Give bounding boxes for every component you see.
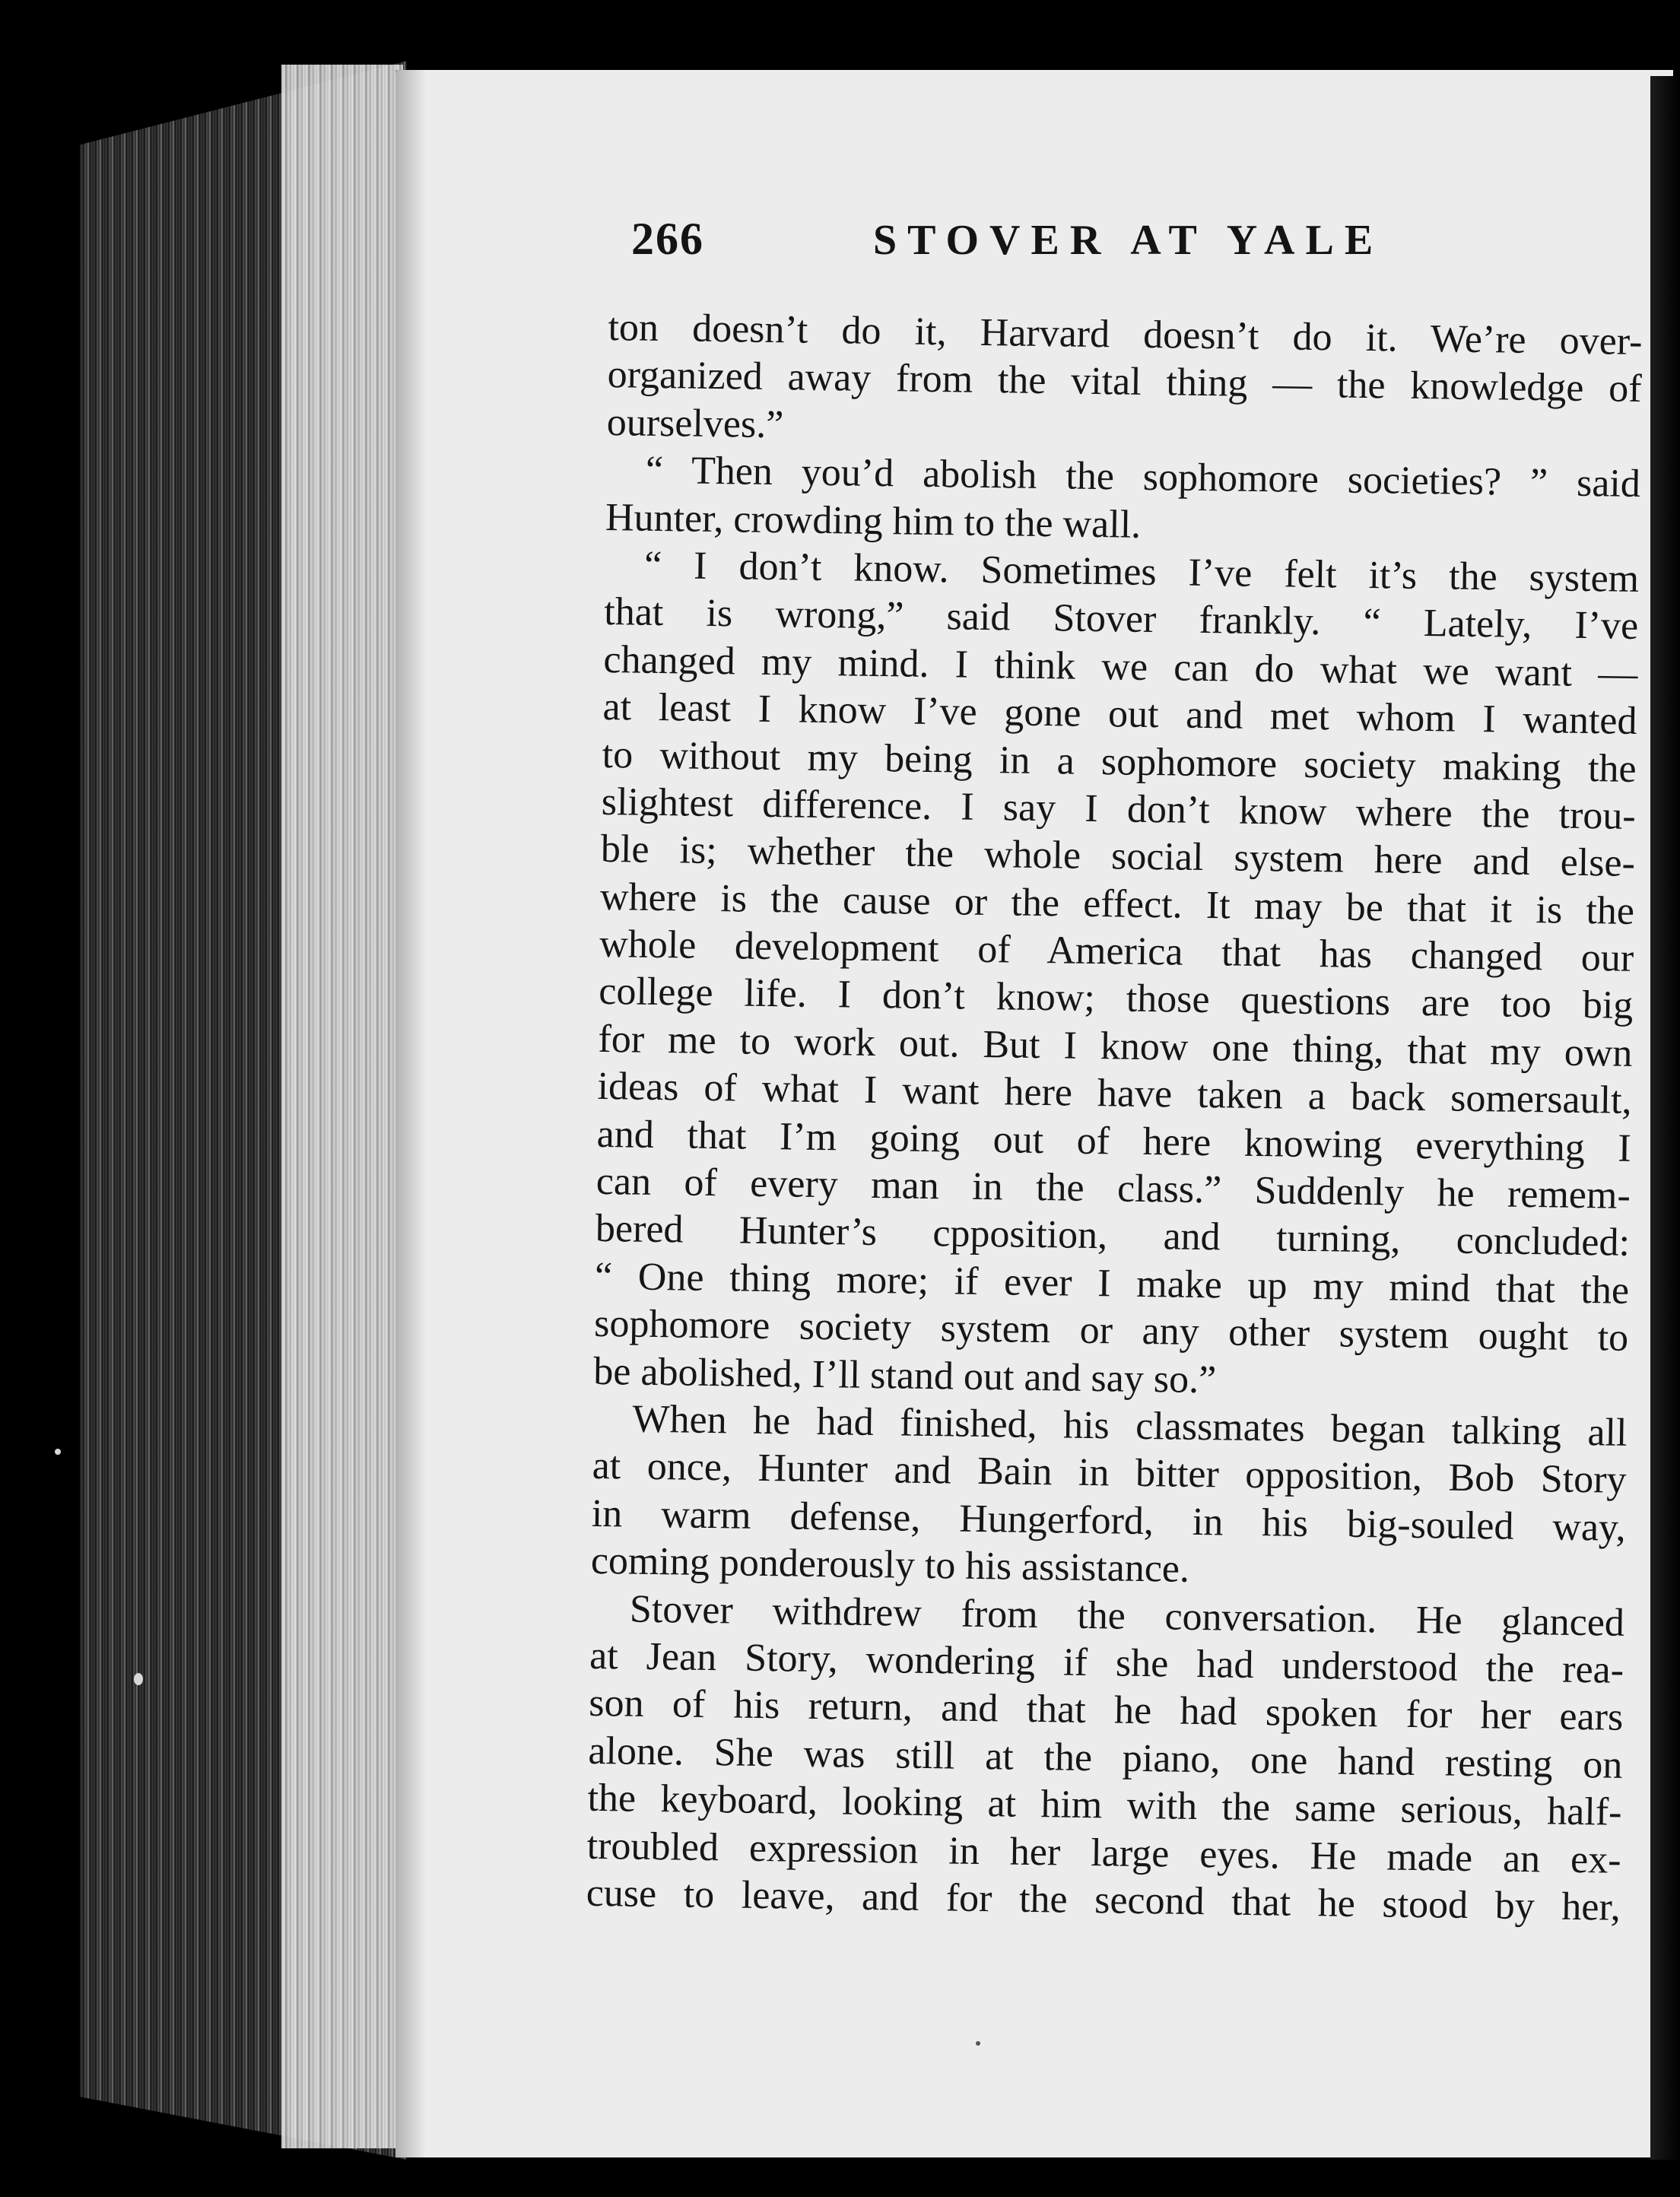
text-line: “ One thing more; if ever I make up my mind that the bbox=[594, 1254, 1630, 1313]
right-page-edge bbox=[1650, 76, 1680, 2160]
text-line: to without my being in a sophomore society making the bbox=[602, 732, 1637, 791]
text-line: ble is; whether the whole social system here and else- bbox=[600, 827, 1636, 886]
gutter-shadow bbox=[395, 70, 426, 2157]
text-line: in warm defense, Hungerford, in his big-souled way, bbox=[591, 1491, 1627, 1550]
text-line: changed my mind. I think we can do what we want — bbox=[603, 637, 1638, 696]
text-line: and that I’m going out of here knowing everything I bbox=[596, 1112, 1632, 1170]
body-text bbox=[586, 304, 1642, 1932]
text-line: at Jean Story, wondering if she had understood the rea- bbox=[589, 1633, 1624, 1692]
text-line: ourselves.” bbox=[606, 400, 784, 447]
text-line: can of every man in the class.” Suddenly he remem- bbox=[595, 1159, 1631, 1218]
text-line: When he had finished, his classmates began talking all bbox=[632, 1397, 1628, 1455]
text-line: ideas of what I want here have taken a back somersault, bbox=[597, 1065, 1632, 1123]
text-line: bered Hunter’s cpposition, and turning, concluded: bbox=[595, 1207, 1631, 1265]
book-page-edges-highlight bbox=[281, 65, 403, 2148]
text-line: that is wrong,” said Stover frankly. “ Lately, I’ve bbox=[603, 590, 1639, 649]
text-line: son of his return, and that he had spoken for her ears bbox=[588, 1681, 1624, 1740]
text-line: cuse to leave, and for the second that he stood by her, bbox=[586, 1871, 1621, 1929]
text-line: slightest difference. I say I don’t know where the trou- bbox=[601, 779, 1637, 838]
scan-speck bbox=[976, 2041, 980, 2046]
text-line: at once, Hunter and Bain in bitter opposition, Bob Story bbox=[592, 1444, 1627, 1503]
scan-speck bbox=[134, 1673, 143, 1685]
text-line: organized away from the vital thing — the knowledge of bbox=[607, 353, 1642, 411]
text-line: where is the cause or the effect. It may be that it is the bbox=[599, 875, 1635, 933]
text-line: coming ponderously to his assistance. bbox=[590, 1538, 1190, 1591]
page-number: 266 bbox=[631, 214, 704, 264]
text-line: Stover withdrew from the conversation. He glanced bbox=[629, 1587, 1625, 1645]
running-head bbox=[631, 213, 1635, 274]
text-line: for me to work out. But I know one thing, that my own bbox=[598, 1017, 1633, 1075]
text-line: alone. She was still at the piano, one hand resting on bbox=[588, 1729, 1623, 1787]
text-line: troubled expression in her large eyes. He made an ex- bbox=[586, 1824, 1621, 1882]
text-line: sophomore society system or any other system ought to bbox=[593, 1302, 1629, 1360]
scan-speck bbox=[55, 1449, 61, 1455]
text-line: Hunter, crowding him to the wall. bbox=[605, 495, 1142, 547]
text-line: “ Then you’d abolish the sophomore societies? ” said bbox=[645, 448, 1641, 506]
text-line: at least I know I’ve gone out and met whom I wanted bbox=[602, 685, 1637, 744]
text-line: ton doesn’t do it, Harvard doesn’t do it. We’re over- bbox=[608, 305, 1643, 364]
text-line: college life. I don’t know; those questions are too big bbox=[598, 970, 1634, 1028]
text-line: the keyboard, looking at him with the same serious, half- bbox=[587, 1776, 1622, 1834]
text-line: whole development of America that has changed our bbox=[599, 922, 1634, 980]
text-line: “ I don’t know. Sometimes I’ve felt it’s the system bbox=[643, 543, 1640, 601]
text-line: be abolished, I’ll stand out and say so.” bbox=[593, 1349, 1217, 1402]
book-title: STOVER AT YALE bbox=[873, 217, 1384, 264]
